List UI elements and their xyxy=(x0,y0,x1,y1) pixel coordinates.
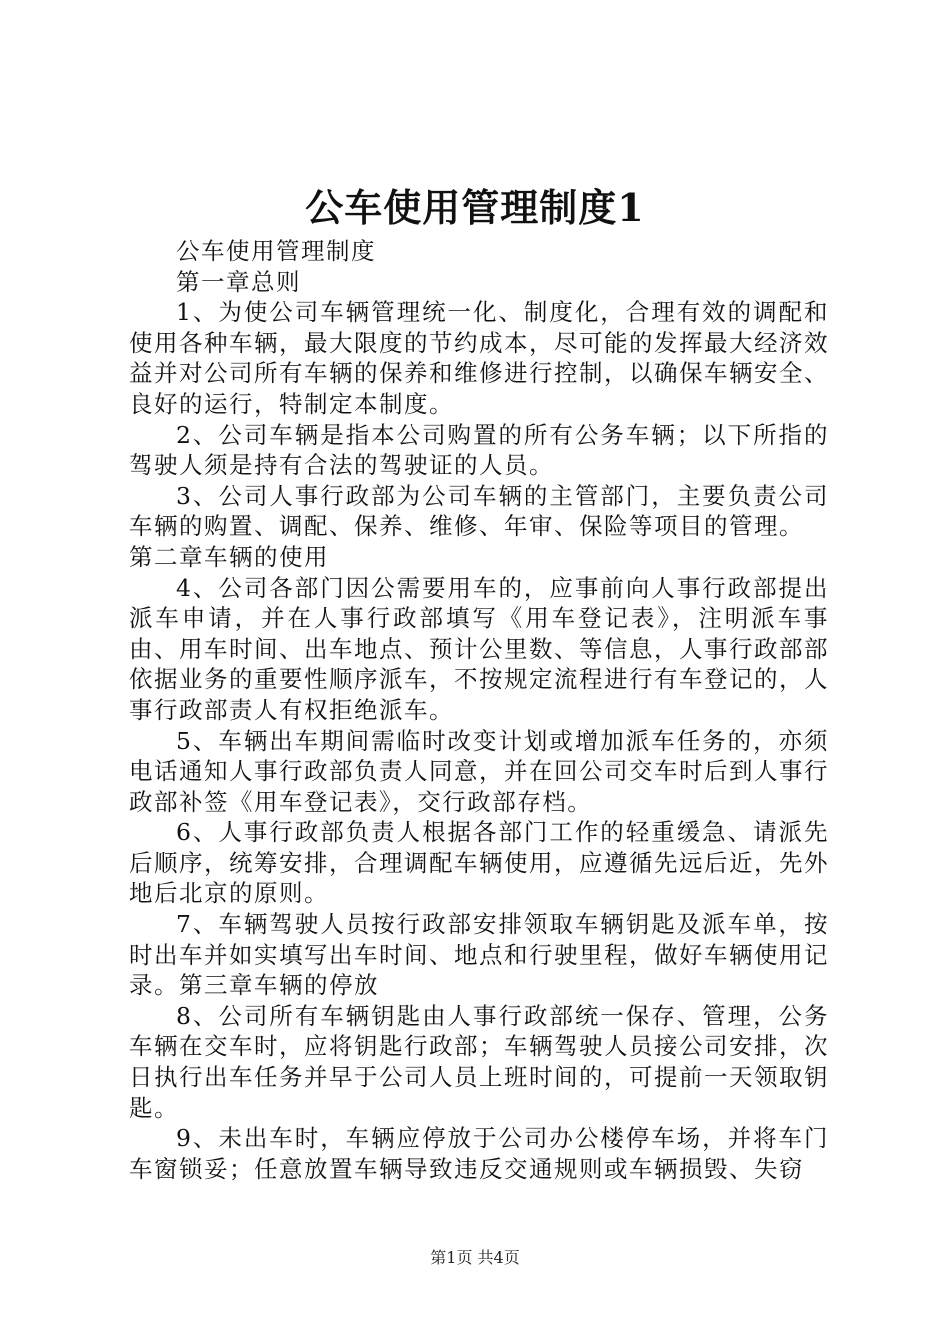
paragraph-9: 9、未出车时，车辆应停放于公司办公楼停车场，并将车门车窗锁妥；任意放置车辆导致违反交通规则或车辆损毁、失窃 xyxy=(129,1124,829,1183)
paragraph-2: 2、公司车辆是指本公司购置的所有公务车辆；以下所指的驾驶人须是持有合法的驾驶证的人员。 xyxy=(129,420,829,480)
paragraph-1: 1、为使公司车辆管理统一化、制度化，合理有效的调配和使用各种车辆，最大限度的节约成本，尽可能的发挥最大经济效益并对公司所有车辆的保养和维修进行控制，以确保车辆安全、良好的运行，特制定本制度。 xyxy=(129,298,829,418)
page-number-footer: 第1页 共4页 xyxy=(430,1248,520,1267)
paragraph-8: 8、公司所有车辆钥匙由人事行政部统一保存、管理，公务车辆在交车时，应将钥匙行政部；车辆驾驶人员接公司安排，次日执行出车任务并早于公司人员上班时间的，可提前一天领取钥匙。 xyxy=(129,1001,829,1122)
paragraph-chapter-2: 第二章车辆的使用 xyxy=(129,542,329,571)
paragraph-chapter-1: 第一章总则 xyxy=(176,267,301,296)
paragraph-3: 3、公司人事行政部为公司车辆的主管部门，主要负责公司车辆的购置、调配、保养、维修、年审、保险等项目的管理。 xyxy=(129,481,829,541)
paragraph-7: 7、车辆驾驶人员按行政部安排领取车辆钥匙及派车单，按时出车并如实填写出车时间、地点和行驶里程，做好车辆使用记录。第三章车辆的停放 xyxy=(129,910,829,1000)
document-body xyxy=(129,236,829,1184)
paragraph-4: 4、公司各部门因公需要用车的，应事前向人事行政部提出派车申请，并在人事行政部填写《用车登记表》，注明派车事由、用车时间、出车地点、预计公里数、等信息，人事行政部部依据业务的重要性顺序派车，不按规定流程进行有车登记的，人事行政部责人有权拒绝派车。 xyxy=(129,573,829,724)
paragraph-5: 5、车辆出车期间需临时改变计划或增加派车任务的，亦须电话通知人事行政部负责人同意，并在回公司交车时后到人事行政部补签《用车登记表》，交行政部存档。 xyxy=(129,726,829,816)
paragraph-subtitle: 公车使用管理制度 xyxy=(176,237,376,265)
paragraph-6: 6、人事行政部负责人根据各部门工作的轻重缓急、请派先后顺序，统筹安排，合理调配车辆使用，应遵循先远后近，先外地后北京的原则。 xyxy=(129,818,829,908)
document-title: 公车使用管理制度1 xyxy=(305,185,645,230)
